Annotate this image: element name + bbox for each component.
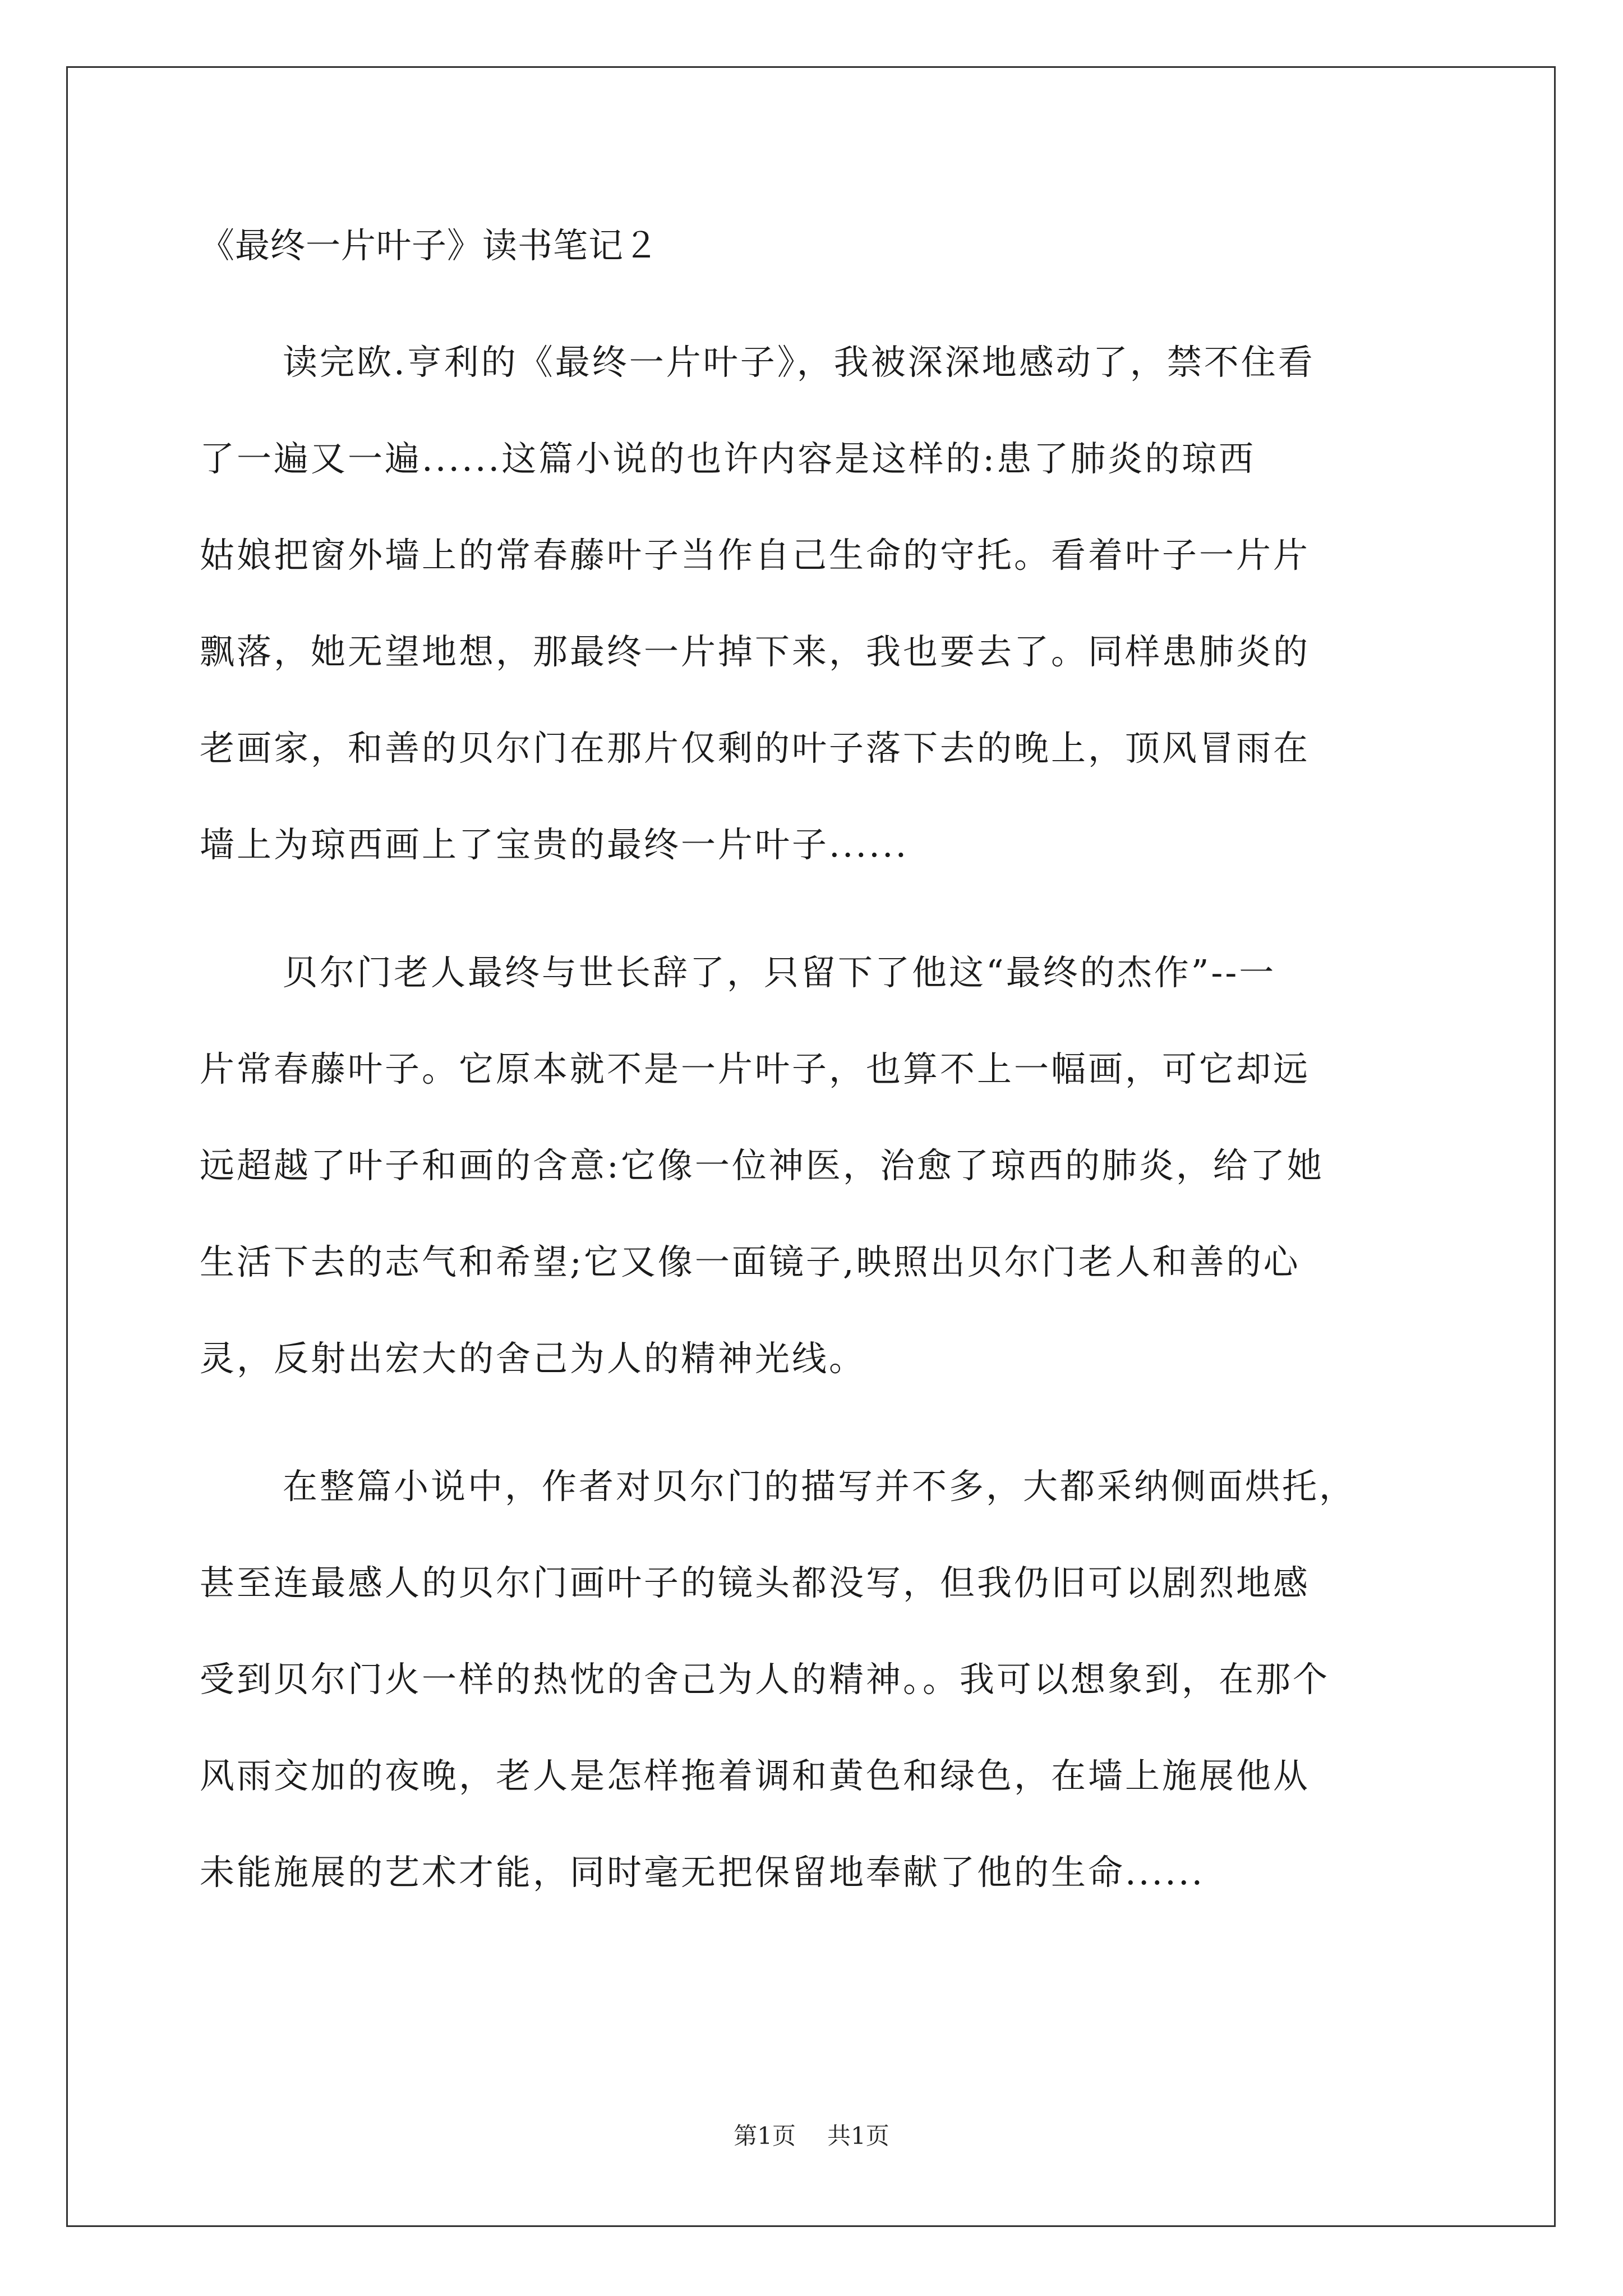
paragraph-line: 远超越了叶子和画的含意:它像一位神医，治愈了琼西的肺炎，给了她	[200, 1145, 1324, 1186]
paragraph-line: 生活下去的志气和希望;它又像一面镜子,映照出贝尔门老人和善的心	[200, 1241, 1301, 1282]
paragraph-line: 飘落，她无望地想，那最终一片掉下来，我也要去了。同样患肺炎的	[200, 631, 1311, 672]
document-body	[200, 314, 1433, 1952]
paragraph-line: 读完欧.亨利的《最终一片叶子》，我被深深地感动了，禁不住看	[283, 342, 1315, 383]
paragraph-3	[200, 1438, 1433, 1921]
paragraph-line: 姑娘把窗外墙上的常春藤叶子当作自己生命的守托。看着叶子一片片	[200, 535, 1311, 576]
paragraph-line: 风雨交加的夜晚，老人是怎样拖着调和黄色和绿色，在墙上施展他从	[200, 1755, 1311, 1796]
page-footer	[0, 2119, 1623, 2153]
paragraph-2	[200, 924, 1433, 1407]
paragraph-line: 贝尔门老人最终与世长辞了，只留下了他这“最终的杰作”--一	[283, 952, 1276, 993]
page-number-current: 第1页	[734, 2122, 796, 2150]
paragraph-line: 未能施展的艺术才能，同时毫无把保留地奉献了他的生命......	[200, 1852, 1205, 1893]
paragraph-line: 了一遍又一遍......这篇小说的也许内容是这样的:患了肺炎的琼西	[200, 438, 1256, 479]
paragraph-line: 灵，反射出宏大的舍己为人的精神光线。	[200, 1338, 866, 1379]
page-number-total: 共1页	[827, 2122, 889, 2150]
paragraph-line: 在整篇小说中，作者对贝尔门的描写并不多，大都采纳侧面烘托，	[283, 1466, 1357, 1507]
paragraph-line: 片常春藤叶子。它原本就不是一片叶子，也算不上一幅画，可它却远	[200, 1048, 1311, 1089]
paragraph-line: 墙上为琼西画上了宝贵的最终一片叶子......	[200, 824, 909, 865]
document-title: 《最终一片叶子》读书笔记２	[200, 225, 660, 266]
paragraph-1	[200, 314, 1433, 893]
paragraph-line: 甚至连最感人的贝尔门画叶子的镜头都没写，但我仍旧可以剧烈地感	[200, 1562, 1311, 1603]
paragraph-line: 受到贝尔门火一样的热忱的舍己为人的精神。。我可以想象到，在那个	[200, 1659, 1330, 1700]
paragraph-line: 老画家，和善的贝尔门在那片仅剩的叶子落下去的晚上，顶风冒雨在	[200, 728, 1311, 769]
